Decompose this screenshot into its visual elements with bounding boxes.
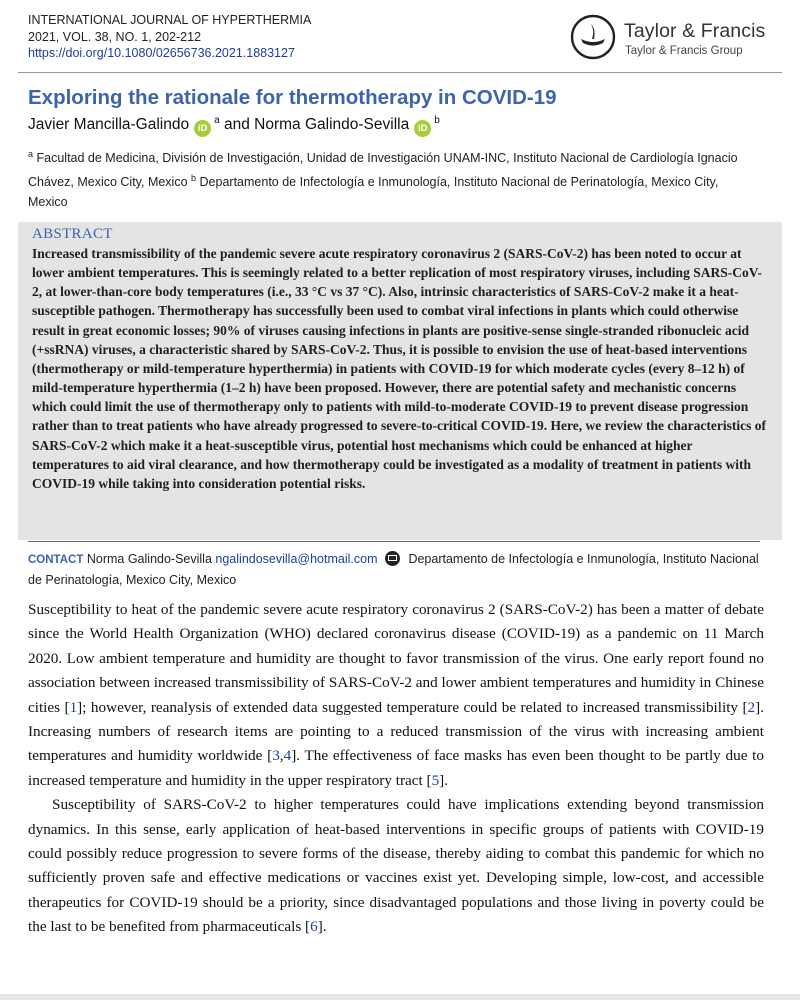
body-text-run: , (279, 747, 284, 765)
author-2-affil-mark: b (434, 115, 440, 126)
affil-b-mark: b (191, 173, 197, 183)
body-text-run: ]. Increasing numbers of research items are pointing to a reduced transmission of the virus with increasing ambient temperatures and humidity worldwide [ (28, 698, 764, 765)
body-text-run: ]. (439, 771, 449, 789)
publisher-logo[interactable] (570, 14, 770, 64)
citation-link[interactable]: 3 (272, 747, 280, 765)
publisher-name: Taylor & Francis (624, 20, 766, 42)
doi-link[interactable]: https://doi.org/10.1080/02656736.2021.1883127 (28, 46, 295, 60)
contact-divider (28, 541, 760, 542)
lamp-emblem-icon (570, 14, 616, 60)
body-text-run: ]. The effectiveness of face masks has even been thought to be partly due to increased temperature and humidity in the upper respiratory tract [ (28, 747, 764, 789)
orcid-icon[interactable]: iD (194, 120, 211, 137)
affil-b-text: Departamento de Infectología e Inmunología, Instituto Nacional de Perinatología, Mexico City, Mexico (28, 175, 719, 209)
author-line (28, 115, 440, 137)
affil-a-mark: a (28, 149, 34, 159)
author-1-affil-mark: a (214, 115, 220, 126)
citation-link[interactable]: 6 (310, 918, 318, 936)
contact-email-link[interactable]: ngalindosevilla@hotmail.com (215, 552, 378, 566)
contact-address: Departamento de Infectología e Inmunología, Instituto Nacional de Perinatología, Mexico City, Mexico (28, 552, 759, 587)
abstract-heading: ABSTRACT (32, 226, 113, 242)
article-title: Exploring the rationale for thermotherapy in COVID-19 (28, 86, 557, 109)
affil-a-text: Facultad de Medicina, División de Investigación, Unidad de Investigación UNAM-INC, Instituto Nacional de Cardiología Ignacio Chávez, Mexico City, Mexico (28, 151, 738, 189)
body-text-run: Susceptibility of SARS-CoV-2 to higher temperatures could have implications extending beyond transmission dynamics. In this sense, early application of heat-based interventions in specific groups of patients with COVID-19 could possibly reduce progression to severe forms of the disease, thereby aiding to combat this pandemic for which no sufficiently proven safe and effective medications or vaccines exist yet. Developing simple, low-cost, and accessible therapeutics for COVID-19 should be a priority, since disadvantaged populations and those living in poverty could be the last to be benefited from pharmaceuticals [ (28, 796, 764, 936)
citation-link[interactable]: 5 (431, 771, 440, 789)
orcid-icon[interactable]: iD (414, 120, 431, 137)
contact-name: Norma Galindo-Sevilla (86, 552, 212, 566)
page-bottom-band (0, 994, 800, 1000)
contact-block (28, 549, 768, 590)
body-text-run: ]. (317, 918, 327, 936)
citation-link[interactable]: 4 (283, 747, 292, 765)
abstract-box (18, 222, 782, 540)
body-paragraph-2 (28, 793, 764, 939)
citation-link[interactable]: 1 (69, 698, 78, 716)
citation-link[interactable]: 2 (747, 698, 756, 716)
body-paragraph-1 (28, 598, 764, 793)
body-text-run: ]; however, reanalysis of extended data suggested temperature could be related to increased transmissibility [ (77, 698, 748, 716)
publisher-group: Taylor & Francis Group (625, 45, 743, 57)
abstract-text: Increased transmissibility of the pandemic severe acute respiratory coronavirus 2 (SARS-CoV-2) has been noted to occur at lower ambient temperatures. This is seemingly related to a better replication of most respiratory viruses, including SARS-CoV-2, at lower-than-core body temperatures (i.e., 33 °C vs 37 °C). Also, intrinsic characteristics of SARS-CoV-2 make it a heat-susceptible pathogen. Thermotherapy has successfully been used to combat viral infections in plants which could otherwise result in great economic losses; 90% of viruses causing infections in plants are positive-sense single-stranded ribonucleic acid (+ssRNA) viruses, a characteristic shared by SARS-CoV-2. Thus, it is possible to envision the use of heat-based interventions (thermotherapy or mild-temperature hyperthermia) in patients with COVID-19 for which moderate cycles (every 8–12 h) of mild-temperature hyperthermia (1–2 h) have been proposed. However, there are potential safety and mechanistic concerns which could limit the use of thermotherapy only to patients with mild-to-moderate COVID-19 to prevent disease progression rather than to treat patients who have already progressed to severe-to-critical COVID-19. Here, we review the characteristics of SARS-CoV-2 which make it a heat-susceptible virus, potential host mechanisms which could be enhanced at higher temperatures to aid viral clearance, and how thermotherapy could be investigated as a modality of treatment in patients with COVID-19 while taking into consideration potential risks. (32, 246, 766, 491)
author-1-name[interactable]: Javier Mancilla-Galindo (28, 116, 190, 133)
journal-header (28, 12, 311, 62)
author-and: and (223, 116, 250, 133)
envelope-icon (385, 551, 400, 566)
affiliations (28, 144, 758, 212)
author-2-name[interactable]: Norma Galindo-Sevilla (254, 116, 410, 133)
journal-citation: 2021, VOL. 38, NO. 1, 202-212 (28, 29, 202, 44)
article-body (28, 598, 764, 940)
body-text-run: Susceptibility to heat of the pandemic severe acute respiratory coronavirus 2 (SARS-CoV-2) has been a matter of debate since the World Health Organization (WHO) declared coronavirus disease (COVID-19) as a pandemic on 11 March 2020. Low ambient temperature and humidity are thought to favor transmission of the virus. One early report found no association between increased transmissibility of SARS-CoV-2 and lower ambient temperatures and humidity in Chinese cities [ (28, 601, 764, 716)
contact-label: CONTACT (28, 554, 84, 566)
journal-name: INTERNATIONAL JOURNAL OF HYPERTHERMIA (28, 13, 312, 27)
